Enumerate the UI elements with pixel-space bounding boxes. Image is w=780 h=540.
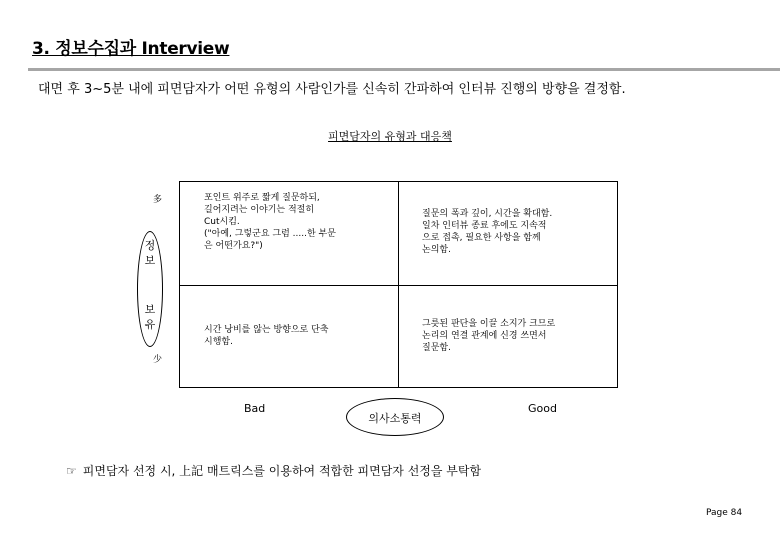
y-axis-label-part2	[138, 302, 162, 332]
page-number: Page 84	[706, 508, 743, 518]
matrix-horizontal-divider	[179, 285, 618, 286]
quadrant-top-left	[204, 192, 389, 252]
quadrant-line: 길어지려는 이야기는 적절히	[204, 205, 315, 215]
quadrant-line: 으로 접촉, 필요한 사항을 함께	[422, 233, 541, 243]
quadrant-line: 논리의 연결 관계에 신경 쓰면서	[422, 331, 547, 341]
x-axis-low-label: Bad	[244, 402, 266, 415]
quadrant-line: 시행함.	[204, 337, 233, 347]
quadrant-line: 은 어떤가요?")	[204, 241, 263, 251]
x-axis-label: 의사소통력	[368, 412, 422, 425]
y-axis-label-part1	[138, 238, 162, 268]
y-axis-label-text: 보유	[144, 303, 156, 331]
quadrant-line: 질문함.	[422, 343, 451, 353]
quadrant-line: 포인트 위주로 짧게 질문하되,	[204, 193, 320, 203]
quadrant-bottom-left	[204, 324, 389, 348]
intro-paragraph: 대면 후 3~5분 내에 피면담자가 어떤 유형의 사람인가를 신속히 간파하여 인터뷰 진행의 방향을 결정함.	[38, 82, 626, 97]
matrix-subtitle: 피면담자의 유형과 대응책	[328, 130, 452, 143]
quadrant-line: ("아예, 그렇군요 그럼 .....한 부문	[204, 229, 336, 239]
quadrant-line: 그릇된 판단을 이끌 소지가 크므로	[422, 319, 556, 329]
quadrant-line: 논의함.	[422, 245, 451, 255]
pointing-hand-icon: ☞	[66, 464, 77, 478]
title-divider	[28, 68, 780, 71]
note-text: 피면담자 선정 시, 上記 매트릭스를 이용하여 적합한 피면담자 선정을 부탁함	[82, 464, 482, 478]
y-axis-low-label: 少	[153, 355, 163, 365]
quadrant-line: 질문의 폭과 깊이, 시간을 확대함.	[422, 209, 553, 219]
x-axis-high-label: Good	[528, 402, 557, 415]
y-axis-high-label: 多	[153, 195, 163, 205]
page-title: 3. 정보수집과 Interview	[32, 39, 230, 59]
quadrant-top-right	[422, 208, 612, 256]
quadrant-line: 일차 인터뷰 종료 후에도 지속적	[422, 221, 547, 231]
note	[66, 462, 481, 479]
quadrant-line: Cut시킴.	[204, 217, 240, 227]
y-axis-label-text: 정보	[144, 239, 156, 267]
quadrant-bottom-right	[422, 318, 612, 354]
quadrant-line: 시간 낭비를 않는 방향으로 단축	[204, 325, 329, 335]
